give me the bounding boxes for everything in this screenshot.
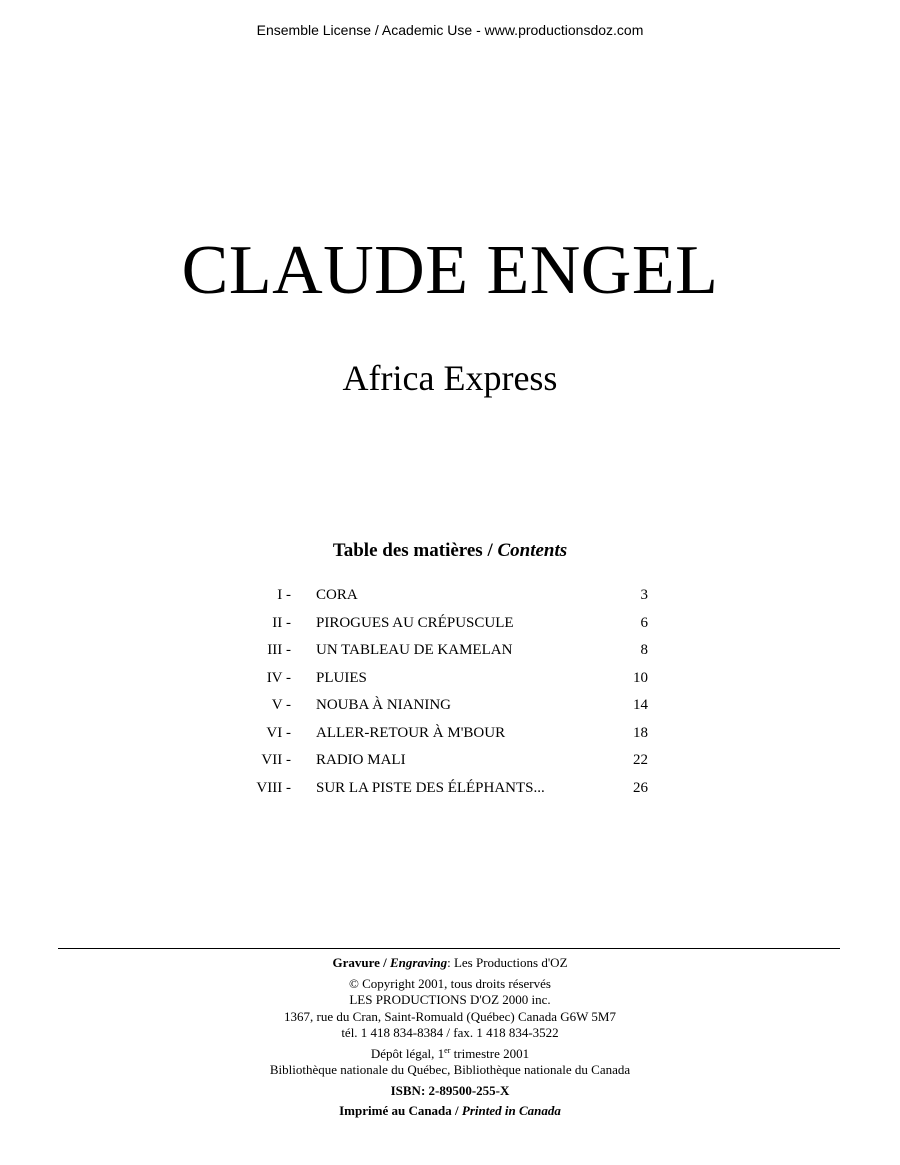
toc-page-number: 3 [640,587,648,603]
toc-movement-number: II - [272,614,291,631]
engraving-label-en: Engraving [390,955,448,970]
toc-row [0,668,900,696]
toc-movement-number: IV - [266,669,291,686]
libraries-line: Bibliothèque nationale du Québec, Bibliothèque nationale du Canada [269,1062,631,1077]
toc-page-number: 10 [633,669,648,686]
license-line: Ensemble License / Academic Use - www.productionsdoz.com [256,22,644,38]
colophon [0,955,900,1120]
toc-row [0,585,900,613]
toc-page-number: 6 [640,614,648,631]
publisher-address: 1367, rue du Cran, Saint-Romuald (Québec) Canada G6W 5M7 [284,1008,616,1024]
toc-movement-number: VII - [261,752,291,768]
toc-movement-title: SUR LA PISTE DES ÉLÉPHANTS... [316,779,545,796]
toc-movement-number: VI - [266,724,291,741]
toc-movement-number: V - [271,697,291,713]
engraving-value: : Les Productions d'OZ [447,955,568,970]
toc-page-number: 26 [633,779,648,796]
toc-movement-title: UN TABLEAU DE KAMELAN [316,642,513,658]
toc-page-number: 8 [640,642,648,658]
toc-heading-fr: Table des matières / [332,540,498,561]
work-title: Africa Express [342,358,558,398]
toc-movement-title: CORA [316,587,358,603]
composer-name: CLAUDE ENGEL [181,232,719,309]
toc-row [0,613,900,641]
toc-movement-title: ALLER-RETOUR À M'BOUR [316,724,506,741]
toc-heading-en: Contents [497,540,568,561]
toc-heading [0,540,900,562]
table-of-contents [0,585,900,805]
toc-movement-number: III - [267,642,291,658]
engraving-credit [0,955,900,972]
toc-movement-title: RADIO MALI [316,752,406,768]
toc-movement-title: PIROGUES AU CRÉPUSCULE [316,614,514,631]
publisher-phone: tél. 1 418 834-8384 / fax. 1 418 834-3522 [341,1025,559,1040]
toc-page-number: 22 [633,752,648,768]
divider-rule [58,948,840,949]
legal-deposit: Dépôt légal, 1er trimestre 2001 [370,1045,530,1061]
toc-row [0,640,900,668]
printed-in-line: Imprimé au Canada / Printed in Canada [339,1103,561,1118]
toc-movement-number: VIII - [256,779,291,796]
toc-movement-title: NOUBA À NIANING [316,697,451,713]
toc-page-number: 14 [633,697,648,713]
toc-movement-number: I - [277,587,291,603]
toc-row [0,750,900,778]
toc-movement-title: PLUIES [316,669,367,686]
publisher-name: LES PRODUCTIONS D'OZ 2000 inc. [349,992,551,1007]
engraving-label-fr: Gravure / [332,955,391,970]
toc-row [0,778,900,806]
toc-row [0,695,900,723]
isbn: ISBN: 2-89500-255-X [390,1082,510,1098]
toc-row [0,723,900,751]
copyright-line: © Copyright 2001, tous droits réservés [349,975,551,991]
toc-page-number: 18 [633,724,648,741]
